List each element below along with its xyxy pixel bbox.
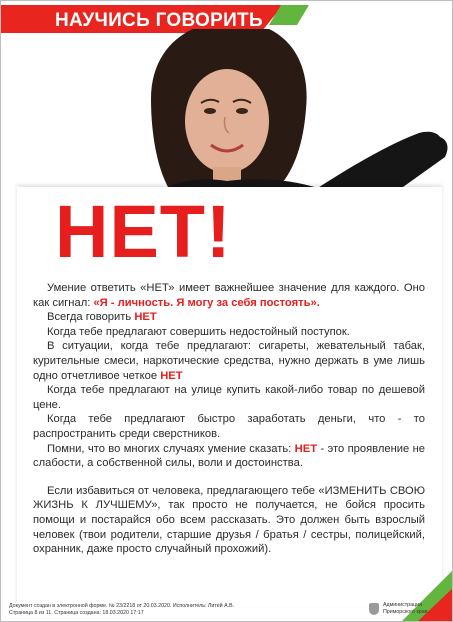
administration-text [383, 602, 428, 616]
footer-line-2: Страница 8 из 11. Страница создана: 18.03.2020 17:17 [9, 610, 144, 616]
document-footer [9, 603, 329, 617]
paragraph-always-say [33, 310, 425, 325]
banner-title: НАУЧИСЬ ГОВОРИТЬ [55, 10, 263, 31]
face-shape [185, 69, 269, 173]
administration-mark [369, 601, 449, 621]
slogan-highlight: «Я - личность. Я могу за себя постоять». [93, 296, 320, 309]
always-say-text: Всегда говорить [47, 311, 135, 324]
body-text [33, 281, 425, 557]
paragraph-remember [33, 442, 425, 471]
admin-line-2: Приморского края [383, 609, 428, 615]
admin-line-1: Администрация [383, 602, 422, 608]
paragraph-importance [33, 281, 425, 310]
paragraph-unworthy: Когда тебе предлагают совершить недостойный поступок. [47, 325, 350, 338]
remember-text-before: Помни, что во многих случаях умение сказать: [47, 442, 295, 455]
paragraph-street-goods: Когда тебе предлагают на улице купить какой-либо товар по дешевой цене. [33, 384, 425, 411]
paragraph-substances [33, 339, 425, 383]
paragraph-ask-help: Если избавиться от человека, предлагающего тебе «ИЗМЕНИТЬ СВОЮ ЖИЗНЬ К ЛУЧШЕМУ», так просто не получается, не бойся просить помощи и постарайся обо всем рассказать. Это должен быть взрослый человек (твои родители, старшие друзья / братья / сестры, полицейский, охранник, даже просто случайный прохожий). [33, 484, 425, 556]
net-highlight-1: НЕТ [134, 311, 157, 324]
net-highlight-3: НЕТ [294, 442, 318, 455]
remember-text-after: - это проявление не слабости, а собственной силы, воли и достоинства. [33, 442, 426, 470]
left-eye [204, 108, 216, 114]
footer-line-1: Документ создан в электронной форме. № 23/2218 от 20.03.2020. Исполнитель: Литей А.В. [9, 603, 235, 609]
net-highlight-2: НЕТ [160, 369, 183, 382]
substances-text: В ситуации, когда тебе предлагают: сигареты, жевательный табак, курительные смеси, наркотические средства, нужно держать в уме лишь одно отчетливое четкое [33, 340, 425, 382]
big-net-headline: НЕТ! [55, 190, 232, 273]
coat-of-arms-icon [369, 603, 379, 615]
paragraph-quick-money: Когда тебе предлагают быстро заработать деньги, что - то распространить среди сверстников. [33, 413, 425, 440]
right-eye [236, 108, 248, 114]
paragraph-importance-text: Умение ответить «НЕТ» имеет важнейшее значение для каждого. Оно как сигнал: [33, 282, 425, 309]
